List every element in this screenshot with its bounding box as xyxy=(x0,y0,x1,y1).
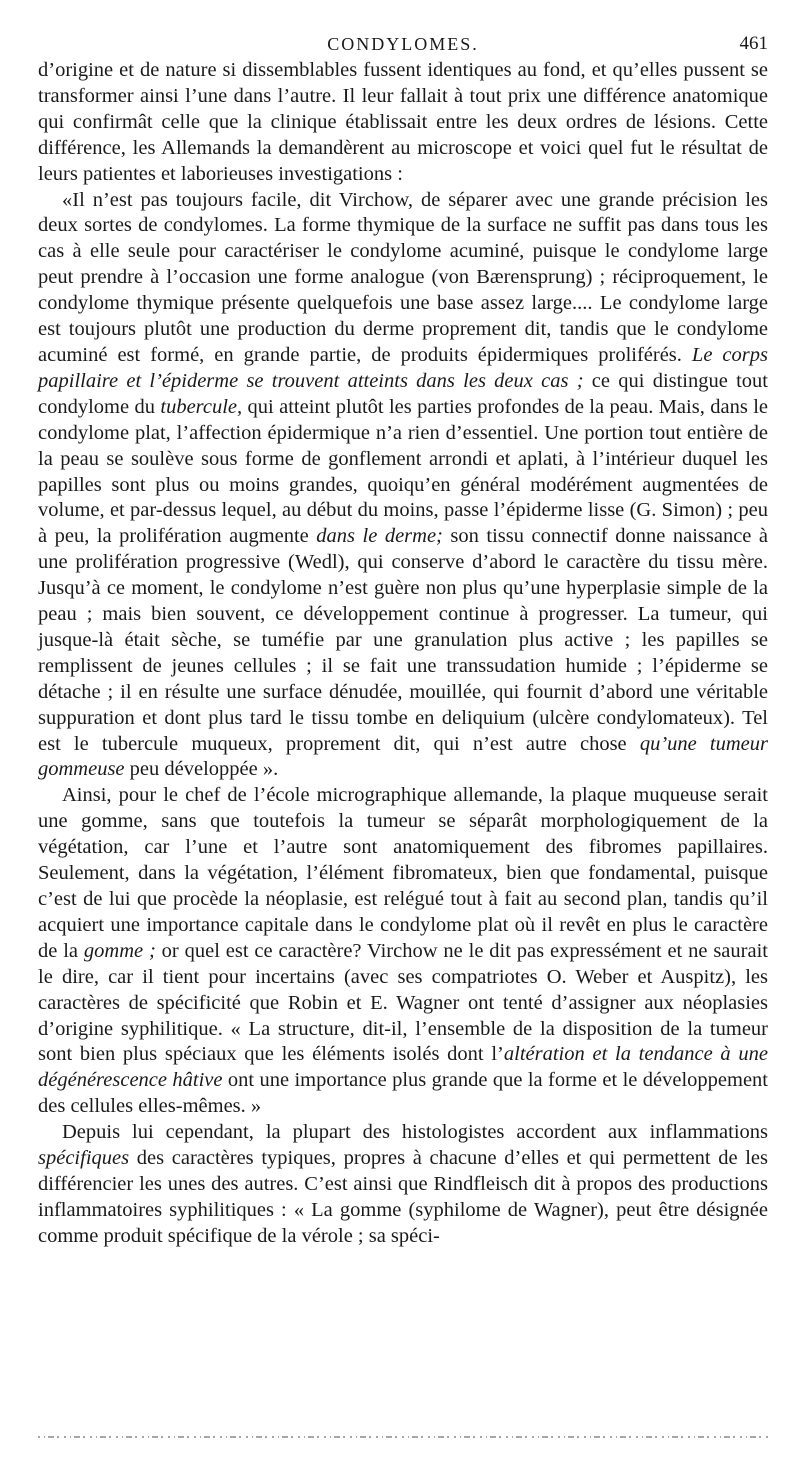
italic-segment: Le corps papillaire et l’épiderme se trouvent atteints dans les deux cas ; xyxy=(38,343,768,392)
dotted-rule-icon xyxy=(38,1432,768,1442)
running-title: CONDYLOMES. xyxy=(327,34,479,54)
text-segment: ce qui distingue tout condylome du xyxy=(38,369,768,418)
paragraph-4 xyxy=(38,1120,768,1250)
footer-print-artifact xyxy=(38,1432,768,1442)
text-segment: or quel est ce caractère? Virchow ne le dit pas expressément et ne saurait le dire, car il tient pour incertains (avec ses compatriotes O. Weber et Auspitz), les caractères de spécificité que Robin et E. Wagner ont tenté d’assigner aux néoplasies d’origine syphilitique. « La structure, dit-il, l’ensemble de la disposition de la tumeur sont bien plus spéciaux que les éléments isolés dont l’ xyxy=(38,939,768,1066)
paragraph-1 xyxy=(38,58,768,188)
text-segment: d’origine et de nature si dissemblables fussent identiques au fond, et qu’elles pussent se transformer ainsi l’une dans l’autre. Il leur fallait à tout prix une différence anatomique qui confirmât celle que la clinique établissait entre les deux ordres de lésions. Cette différence, les Allemands la demandèrent au microscope et voici quel fut le résultat de leurs patientes et laborieuses investigations : xyxy=(38,59,768,185)
paragraph-2 xyxy=(38,188,768,784)
text-segment: des caractères typiques, propres à chacune d’elles et qui permettent de les différencier les unes des autres. C’est ainsi que Rindfleisch dit à propos des productions inflammatoires syphilitiques : « La gomme (syphilome de Wagner), peut être désignée comme produit spécifique de la vérole ; sa spéci- xyxy=(38,1147,768,1247)
italic-segment: spécifiques xyxy=(38,1147,130,1170)
italic-segment: gomme ; xyxy=(83,939,156,962)
book-page xyxy=(38,0,768,1475)
body-text xyxy=(38,58,768,1250)
paragraph-3 xyxy=(38,783,768,1120)
text-segment: «Il n’est pas toujours facile, dit Virchow, de séparer avec une grande précision les deux sortes de condylomes. La forme thymique de la surface ne suffit pas dans tous les cas à elle seule pour caractériser le condylome acuminé, puisque le condylome large peut prendre à l’occasion une forme analogue (von Bærensprung) ; réciproquement, le condylome thymique présente quelquefois une base assez large.... Le condylome large est toujours plutôt une production du derme proprement dit, tandis que le condylome acuminé est formé, en grande partie, de produits épidermiques proliférés. xyxy=(38,188,768,366)
text-segment: Ainsi, pour le chef de l’école micrographique allemande, la plaque muqueuse serait une gomme, sans que toutefois la tumeur se séparât morphologiquement de la végétation, car l’une et l’autre sont anatomiquement des fibromes papillaires. Seulement, dans la végétation, l’élément fibromateux, bien que fondamental, puisque c’est de lui que procède la néoplasie, est relégué tout à fait au second plan, tandis qu’il acquiert une importance capitale dans le condylome plat où il revêt en plus le caractère de la xyxy=(38,784,768,962)
italic-segment: altération et la tendance à une dégénérescence hâtive xyxy=(38,1043,768,1092)
italic-segment: tubercule, xyxy=(160,395,243,418)
running-head xyxy=(38,0,768,60)
italic-segment: qu’une tumeur gommeuse xyxy=(38,732,768,781)
italic-segment: dans le derme; xyxy=(316,525,443,548)
text-segment: son tissu connectif donne naissance à une prolifération progressive (Wedl), qui conserve d’abord le caractère du tissu mère. Jusqu’à ce moment, le condylome n’est guère non plus qu’une hyperplasie simple de la peau ; mais bien souvent, ce développement continue à progresser. La tumeur, qui jusque-là était sèche, se tuméfie par une granulation plus active ; les papilles se remplissent de jeunes cellules ; il se fait une transsudation humide ; l’épiderme se détache ; il en résulte une surface dénudée, mouillée, qui fournit d’abord une véritable suppuration et dont plus tard le tissu tombe en deliquium (ulcère condylomateux). Tel est le tubercule muqueux, proprement dit, qui n’est autre chose xyxy=(38,525,768,755)
text-segment: Depuis lui cependant, la plupart des histologistes accordent aux inflammations xyxy=(62,1121,768,1144)
page-number: 461 xyxy=(739,33,768,54)
text-segment: qui atteint plutôt les parties profondes de la peau. Mais, dans le condylome plat, l’affection épidermique n’a rien d’essentiel. Une portion tout entière de la peau se soulève sous forme de gonflement arrondi et aplati, à l’intérieur duquel les papilles sont plus ou moins grandes, quoiqu’en général modérément augmentées de volume, et par-dessus lequel, au début du moins, passe l’épiderme lisse (G. Simon) ; peu à peu, la prolifération augmente xyxy=(38,395,768,548)
text-segment: ont une importance plus grande que la forme et le développement des cellules elles-mêmes. » xyxy=(38,1069,768,1118)
text-segment: peu développée ». xyxy=(124,758,279,781)
